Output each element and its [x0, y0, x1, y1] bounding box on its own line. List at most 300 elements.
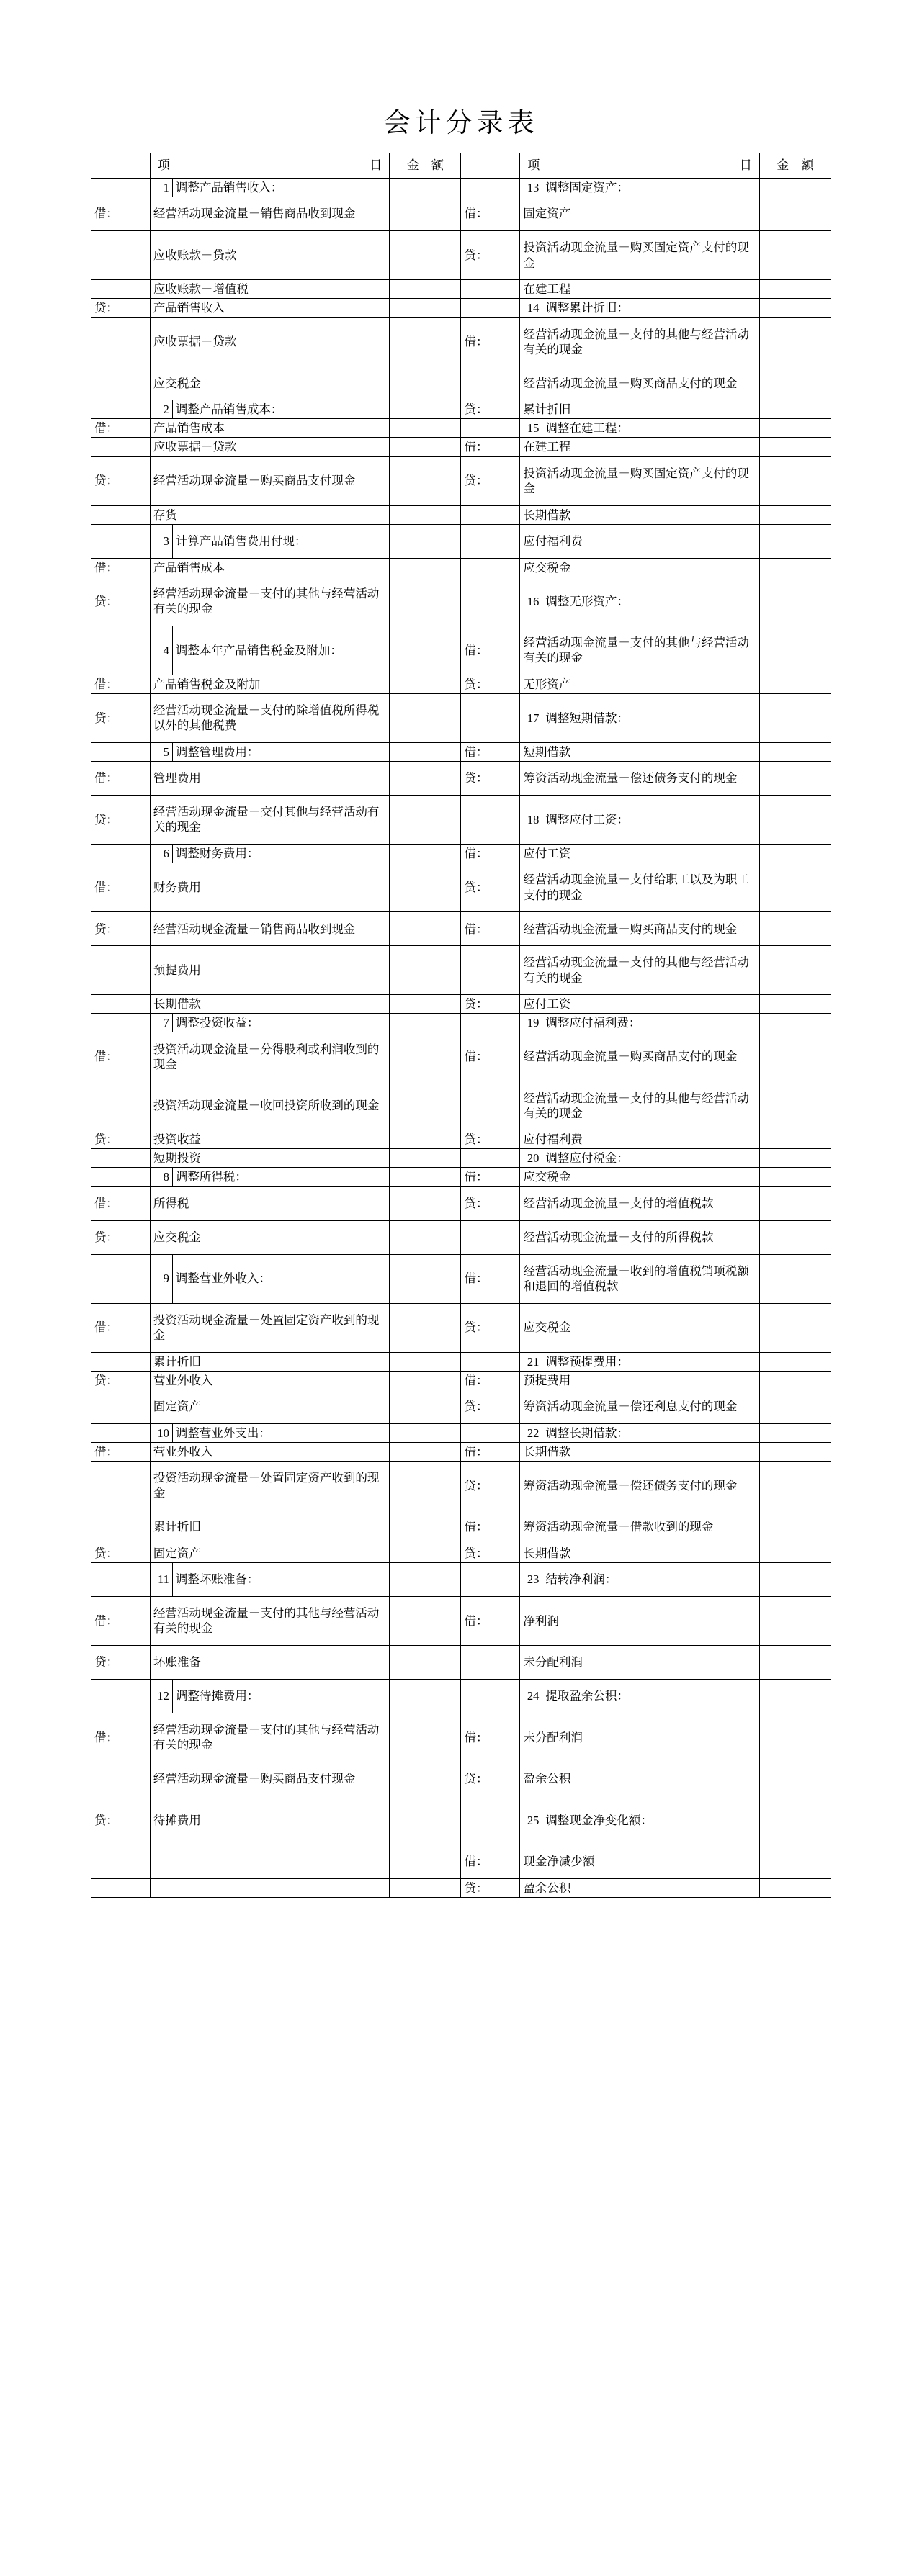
entry-side-left: 贷：: [91, 1371, 151, 1390]
table-row: [91, 1303, 831, 1352]
entry-side-left: 借：: [91, 558, 151, 577]
entry-item-left: 应收票据－贷款: [150, 438, 389, 456]
entry-amount-right: [759, 1645, 831, 1679]
entry-item-left: [150, 1878, 389, 1897]
entry-side-right: 贷：: [461, 400, 520, 419]
entry-amount-right: [759, 675, 831, 693]
entry-item-left: [150, 179, 389, 197]
entry-item-right: 投资活动现金流量－购买固定资产支付的现金: [520, 231, 759, 280]
entry-item-right: 经营活动现金流量－购买商品支付的现金: [520, 912, 759, 946]
entry-side-right: 借：: [461, 318, 520, 366]
entry-item-label: 调整营业外支出：: [175, 1426, 271, 1440]
entry-amount-left: [390, 1713, 461, 1762]
entry-amount-right: [759, 366, 831, 400]
entry-amount-left: [390, 1679, 461, 1713]
table-row: [91, 577, 831, 626]
entry-amount-left: [390, 1442, 461, 1461]
entry-side-left: 借：: [91, 197, 151, 231]
entry-amount-left: [390, 844, 461, 863]
entry-item-left: [150, 1168, 389, 1186]
entry-side-left: [91, 1423, 151, 1442]
entry-side-right: 借：: [461, 844, 520, 863]
entry-side-left: [91, 280, 151, 299]
entry-item-left: 固定资产: [150, 1544, 389, 1562]
entry-item-right: 未分配利润: [520, 1645, 759, 1679]
entry-side-left: [91, 742, 151, 761]
entry-amount-right: [759, 231, 831, 280]
entry-item-left: 投资活动现金流量－处置固定资产收到的现金: [150, 1303, 389, 1352]
entry-amount-right: [759, 1149, 831, 1168]
entry-item-right: 长期借款: [520, 1442, 759, 1461]
entry-side-right: 贷：: [461, 995, 520, 1014]
entry-number: 9: [151, 1255, 173, 1303]
entry-amount-left: [390, 1596, 461, 1645]
entry-item-label: 调整应付税金：: [545, 1151, 629, 1166]
entry-amount-right: [759, 179, 831, 197]
table-row: [91, 863, 831, 912]
entry-item-right: 无形资产: [520, 675, 759, 693]
table-row: [91, 1390, 831, 1423]
entry-amount-left: [390, 400, 461, 419]
entry-side-right: 借：: [461, 438, 520, 456]
entry-side-right: 贷：: [461, 231, 520, 280]
entry-amount-right: [759, 299, 831, 318]
table-row: [91, 1679, 831, 1713]
entry-item-label: 调整在建工程：: [545, 421, 629, 436]
table-row: [91, 995, 831, 1014]
entry-side-left: 贷：: [91, 795, 151, 844]
entry-side-left: [91, 1014, 151, 1032]
entry-side-left: [91, 179, 151, 197]
entry-item-label: 结转净利润：: [545, 1572, 617, 1587]
entry-amount-right: [759, 280, 831, 299]
entry-side-right: [461, 1352, 520, 1371]
entry-amount-right: [759, 1303, 831, 1352]
entry-side-right: 贷：: [461, 675, 520, 693]
table-row: [91, 366, 831, 400]
entry-item-left: 应交税金: [150, 366, 389, 400]
entry-side-left: [91, 366, 151, 400]
entry-amount-right: [759, 946, 831, 995]
table-row: [91, 558, 831, 577]
entry-side-left: [91, 1510, 151, 1544]
table-row: [91, 179, 831, 197]
entry-amount-right: [759, 795, 831, 844]
entry-item-label: 调整本年产品销售税金及附加：: [175, 643, 342, 657]
entry-number: 22: [520, 1424, 542, 1442]
entry-item-left: 投资活动现金流量－分得股利或利润收到的现金: [150, 1032, 389, 1081]
entry-amount-left: [390, 693, 461, 742]
table-row: [91, 1796, 831, 1845]
entry-item-left: [150, 626, 389, 675]
entry-item-left: 产品销售税金及附加: [150, 675, 389, 693]
entry-amount-left: [390, 366, 461, 400]
entry-item-label: 调整无形资产：: [545, 594, 629, 608]
entry-amount-right: [759, 1130, 831, 1149]
entry-number: 20: [520, 1149, 542, 1167]
entry-side-left: 借：: [91, 1442, 151, 1461]
entry-number: 21: [520, 1353, 542, 1371]
entry-side-right: 借：: [461, 1254, 520, 1303]
entry-item-right: 应付福利费: [520, 524, 759, 558]
entry-side-left: [91, 995, 151, 1014]
entry-item-right: 长期借款: [520, 1544, 759, 1562]
entry-item-right: 经营活动现金流量－支付的增值税款: [520, 1186, 759, 1220]
entry-item-right: 未分配利润: [520, 1713, 759, 1762]
entry-item-left: 经营活动现金流量－购买商品支付现金: [150, 1762, 389, 1796]
entry-item-left: 产品销售收入: [150, 299, 389, 318]
table-row: [91, 197, 831, 231]
table-row: [91, 1168, 831, 1186]
entry-item-left: 经营活动现金流量－交付其他与经营活动有关的现金: [150, 795, 389, 844]
entry-side-right: 贷：: [461, 1461, 520, 1510]
entry-item-left: 应收账款－贷款: [150, 231, 389, 280]
entry-amount-left: [390, 524, 461, 558]
entry-amount-left: [390, 1544, 461, 1562]
entry-item-label: 调整产品销售收入：: [175, 180, 283, 194]
entry-side-left: [91, 626, 151, 675]
entry-side-left: 借：: [91, 419, 151, 438]
entry-amount-left: [390, 1032, 461, 1081]
entry-amount-left: [390, 742, 461, 761]
table-row: [91, 400, 831, 419]
entry-item-right: [520, 1423, 759, 1442]
entry-side-right: [461, 577, 520, 626]
entry-side-right: 贷：: [461, 1878, 520, 1897]
entry-number: 17: [520, 694, 542, 742]
entry-side-left: [91, 1762, 151, 1796]
table-row: [91, 318, 831, 366]
table-row: [91, 844, 831, 863]
table-row: [91, 693, 831, 742]
table-row: [91, 1186, 831, 1220]
entry-side-right: 借：: [461, 197, 520, 231]
entry-item-left: 财务费用: [150, 863, 389, 912]
entry-item-right: [520, 179, 759, 197]
entry-item-left: 经营活动现金流量－支付的其他与经营活动有关的现金: [150, 1713, 389, 1762]
entry-item-right: 在建工程: [520, 280, 759, 299]
entry-item-left: [150, 1679, 389, 1713]
entry-item-right: 筹资活动现金流量－偿还债务支付的现金: [520, 761, 759, 795]
entry-item-right: [520, 419, 759, 438]
entry-item-left: 短期投资: [150, 1149, 389, 1168]
table-row: [91, 1713, 831, 1762]
header-amount-left: 金 额: [390, 153, 461, 179]
entry-side-left: 贷：: [91, 912, 151, 946]
entry-item-left: [150, 1562, 389, 1596]
table-row: [91, 761, 831, 795]
entry-amount-left: [390, 912, 461, 946]
entry-side-left: [91, 1081, 151, 1130]
entry-side-left: 借：: [91, 1032, 151, 1081]
entry-number: 24: [520, 1680, 542, 1713]
entry-number: 25: [520, 1796, 542, 1845]
entry-item-right: 经营活动现金流量－支付给职工以及为职工支付的现金: [520, 863, 759, 912]
entry-side-left: [91, 1390, 151, 1423]
entry-amount-left: [390, 1390, 461, 1423]
table-row: [91, 1130, 831, 1149]
entry-item-right: 在建工程: [520, 438, 759, 456]
entry-item-left: 经营活动现金流量－支付的除增值税所得税以外的其他税费: [150, 693, 389, 742]
entry-side-right: [461, 693, 520, 742]
entry-item-left: 经营活动现金流量－销售商品收到现金: [150, 912, 389, 946]
entry-side-right: 借：: [461, 1371, 520, 1390]
table-row: [91, 1371, 831, 1390]
table-row: [91, 1544, 831, 1562]
entry-side-left: [91, 318, 151, 366]
entry-amount-right: [759, 577, 831, 626]
entry-item-left: [150, 1014, 389, 1032]
entry-item-label: 调整投资收益：: [175, 1016, 259, 1030]
table-row: [91, 1645, 831, 1679]
entry-amount-right: [759, 995, 831, 1014]
entry-item-label: 调整累计折旧：: [545, 301, 629, 315]
entry-item-left: 经营活动现金流量－支付的其他与经营活动有关的现金: [150, 1596, 389, 1645]
entry-item-label: 调整应付工资：: [545, 812, 629, 827]
entry-number: 4: [151, 626, 173, 675]
entry-amount-right: [759, 1562, 831, 1596]
entry-item-label: 调整应付福利费：: [545, 1016, 641, 1030]
entry-amount-left: [390, 1081, 461, 1130]
entry-side-right: 借：: [461, 1510, 520, 1544]
entry-item-right: 经营活动现金流量－支付的其他与经营活动有关的现金: [520, 626, 759, 675]
entry-side-right: 贷：: [461, 456, 520, 505]
entry-item-right: [520, 1149, 759, 1168]
entry-item-right: [520, 1352, 759, 1371]
table-row: [91, 1032, 831, 1081]
table-row: [91, 280, 831, 299]
entry-amount-right: [759, 626, 831, 675]
table-head: [91, 153, 831, 179]
entry-amount-right: [759, 1352, 831, 1371]
header-item-left: 项 目: [150, 153, 389, 179]
entry-side-left: [91, 1562, 151, 1596]
entry-item-left: 经营活动现金流量－销售商品收到现金: [150, 197, 389, 231]
entry-side-right: [461, 1220, 520, 1254]
entry-amount-left: [390, 1220, 461, 1254]
entry-amount-right: [759, 1371, 831, 1390]
table-row: [91, 1220, 831, 1254]
entry-side-right: [461, 179, 520, 197]
entry-number: 16: [520, 577, 542, 626]
table-row: [91, 1442, 831, 1461]
table-row: [91, 419, 831, 438]
entry-amount-right: [759, 1081, 831, 1130]
entry-amount-right: [759, 419, 831, 438]
entry-amount-left: [390, 1130, 461, 1149]
entry-amount-left: [390, 1149, 461, 1168]
entry-amount-left: [390, 1796, 461, 1845]
entry-amount-right: [759, 1390, 831, 1423]
entry-side-right: 借：: [461, 1168, 520, 1186]
entry-number: 3: [151, 525, 173, 558]
entry-item-right: [520, 693, 759, 742]
entry-item-left: 累计折旧: [150, 1510, 389, 1544]
entry-amount-right: [759, 1168, 831, 1186]
entry-number: 23: [520, 1563, 542, 1596]
entry-amount-right: [759, 1596, 831, 1645]
entry-side-left: [91, 1461, 151, 1510]
header-side-right: [461, 153, 520, 179]
entry-side-right: [461, 795, 520, 844]
entry-item-left: [150, 1423, 389, 1442]
entry-item-right: 应付工资: [520, 844, 759, 863]
entry-amount-right: [759, 558, 831, 577]
entry-item-right: 盈余公积: [520, 1762, 759, 1796]
entry-side-right: 贷：: [461, 1762, 520, 1796]
entry-item-right: [520, 1562, 759, 1596]
entry-item-left: 固定资产: [150, 1390, 389, 1423]
entry-side-right: [461, 366, 520, 400]
entry-side-right: [461, 946, 520, 995]
entry-item-right: [520, 1796, 759, 1845]
entry-side-left: [91, 524, 151, 558]
entry-item-label: 调整坏账准备：: [175, 1572, 259, 1587]
table-row: [91, 505, 831, 524]
entry-item-right: 预提费用: [520, 1371, 759, 1390]
entry-number: 18: [520, 796, 542, 844]
entry-item-right: 投资活动现金流量－购买固定资产支付的现金: [520, 456, 759, 505]
entry-item-right: 应付工资: [520, 995, 759, 1014]
entry-number: 12: [151, 1680, 173, 1713]
entry-amount-left: [390, 1510, 461, 1544]
entry-side-left: [91, 844, 151, 863]
entry-amount-right: [759, 863, 831, 912]
entry-item-label: 调整待摊费用：: [175, 1689, 259, 1703]
entry-amount-right: [759, 1014, 831, 1032]
entry-amount-left: [390, 231, 461, 280]
entry-item-left: 长期借款: [150, 995, 389, 1014]
entry-side-right: 贷：: [461, 1303, 520, 1352]
table-row: [91, 1423, 831, 1442]
entry-item-right: [520, 577, 759, 626]
entry-amount-left: [390, 1303, 461, 1352]
entry-amount-right: [759, 693, 831, 742]
entry-item-left: [150, 1254, 389, 1303]
entry-side-right: [461, 558, 520, 577]
entry-amount-left: [390, 1186, 461, 1220]
entry-number: 19: [520, 1014, 542, 1032]
entry-amount-left: [390, 1168, 461, 1186]
entry-amount-right: [759, 1796, 831, 1845]
entry-amount-right: [759, 456, 831, 505]
entry-side-right: 贷：: [461, 863, 520, 912]
entry-amount-left: [390, 438, 461, 456]
entry-amount-left: [390, 1562, 461, 1596]
entry-side-left: [91, 1168, 151, 1186]
entry-side-left: 贷：: [91, 1645, 151, 1679]
entry-number: 13: [520, 179, 542, 197]
table-row: [91, 1352, 831, 1371]
entry-side-left: 借：: [91, 1596, 151, 1645]
entry-side-left: [91, 1352, 151, 1371]
entry-amount-right: [759, 912, 831, 946]
entry-amount-right: [759, 505, 831, 524]
entry-item-left: 所得税: [150, 1186, 389, 1220]
entry-amount-right: [759, 844, 831, 863]
entry-item-right: 应付福利费: [520, 1130, 759, 1149]
entry-item-label: 调整管理费用：: [175, 744, 259, 759]
entry-side-right: 贷：: [461, 1390, 520, 1423]
entry-item-label: 调整长期借款：: [545, 1426, 629, 1440]
entry-item-left: [150, 1845, 389, 1878]
entry-amount-right: [759, 1544, 831, 1562]
entry-side-right: 贷：: [461, 1130, 520, 1149]
entry-amount-left: [390, 1423, 461, 1442]
entry-item-label: 调整短期借款：: [545, 711, 629, 725]
entry-item-right: 应交税金: [520, 1168, 759, 1186]
entry-item-right: 应交税金: [520, 558, 759, 577]
entry-amount-left: [390, 1645, 461, 1679]
entry-side-left: 贷：: [91, 1130, 151, 1149]
entry-side-left: 借：: [91, 1713, 151, 1762]
entry-item-right: 盈余公积: [520, 1878, 759, 1897]
entry-side-right: 贷：: [461, 761, 520, 795]
entry-item-right: 累计折旧: [520, 400, 759, 419]
entry-item-left: 存货: [150, 505, 389, 524]
entry-item-right: 现金净减少额: [520, 1845, 759, 1878]
entry-amount-left: [390, 863, 461, 912]
entry-amount-left: [390, 179, 461, 197]
entry-item-right: 筹资活动现金流量－偿还利息支付的现金: [520, 1390, 759, 1423]
entry-side-left: 借：: [91, 675, 151, 693]
entry-side-left: 贷：: [91, 299, 151, 318]
table-row: [91, 742, 831, 761]
entry-number: 15: [520, 419, 542, 437]
entry-side-right: [461, 505, 520, 524]
entry-item-label: 调整营业外收入：: [175, 1271, 271, 1286]
entry-item-label: 调整财务费用：: [175, 846, 259, 860]
table-row: [91, 626, 831, 675]
entry-side-left: [91, 1878, 151, 1897]
page-title: 会计分录表: [383, 109, 539, 138]
entry-number: 8: [151, 1168, 173, 1186]
entry-item-left: 应收票据－贷款: [150, 318, 389, 366]
entry-amount-left: [390, 1878, 461, 1897]
entry-amount-right: [759, 1845, 831, 1878]
entry-item-left: 经营活动现金流量－支付的其他与经营活动有关的现金: [150, 577, 389, 626]
table-row: [91, 1762, 831, 1796]
entry-amount-right: [759, 318, 831, 366]
entry-item-left: 投资活动现金流量－收回投资所收到的现金: [150, 1081, 389, 1130]
entry-side-right: 借：: [461, 1442, 520, 1461]
entry-item-right: 长期借款: [520, 505, 759, 524]
entry-side-right: 借：: [461, 1845, 520, 1878]
entry-amount-left: [390, 280, 461, 299]
entry-side-right: [461, 1645, 520, 1679]
entry-number: 14: [520, 299, 542, 317]
entry-item-left: 应收账款－增值税: [150, 280, 389, 299]
table-row: [91, 1596, 831, 1645]
table-row: [91, 675, 831, 693]
entry-item-right: 净利润: [520, 1596, 759, 1645]
entry-item-right: 经营活动现金流量－支付的其他与经营活动有关的现金: [520, 1081, 759, 1130]
entry-number: 7: [151, 1014, 173, 1032]
entry-item-right: [520, 1014, 759, 1032]
entry-side-right: [461, 1149, 520, 1168]
entry-side-right: [461, 1423, 520, 1442]
entry-amount-right: [759, 197, 831, 231]
entry-side-left: 贷：: [91, 577, 151, 626]
entry-number: 10: [151, 1424, 173, 1442]
entry-side-left: [91, 1845, 151, 1878]
entry-side-right: 借：: [461, 1032, 520, 1081]
entry-amount-left: [390, 318, 461, 366]
table-row: [91, 299, 831, 318]
entry-amount-right: [759, 438, 831, 456]
entry-number: 11: [151, 1563, 173, 1596]
table-row: [91, 1014, 831, 1032]
